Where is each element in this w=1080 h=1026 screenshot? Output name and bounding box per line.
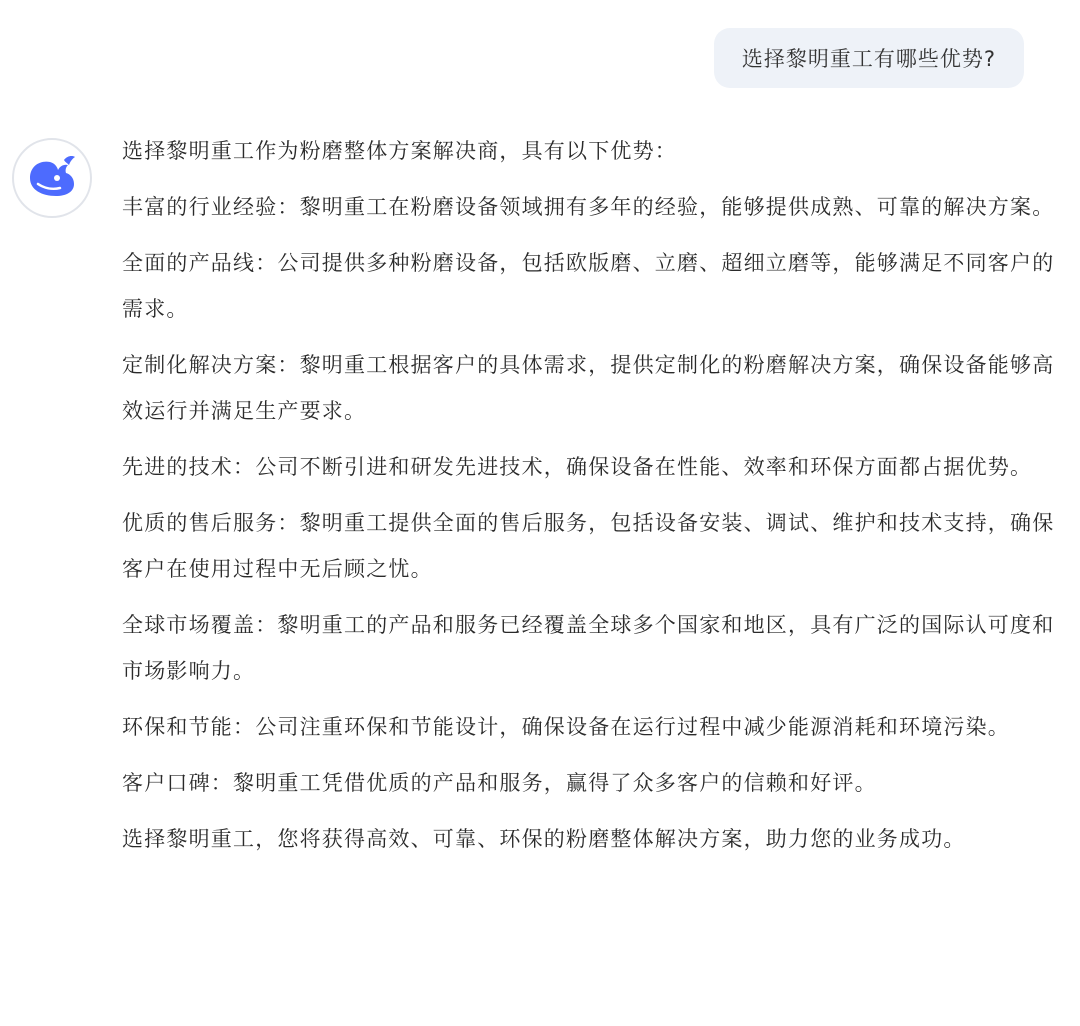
reply-point: 丰富的行业经验：黎明重工在粉磨设备领域拥有多年的经验，能够提供成熟、可靠的解决方案。 xyxy=(122,195,1055,219)
reply-intro: 选择黎明重工作为粉磨整体方案解决商，具有以下优势： xyxy=(122,139,677,163)
assistant-avatar xyxy=(12,138,92,218)
reply-point: 定制化解决方案：黎明重工根据客户的具体需求，提供定制化的粉磨解决方案，确保设备能够高效运行并满足生产要求。 xyxy=(122,353,1055,423)
reply-point: 先进的技术：公司不断引进和研发先进技术，确保设备在性能、效率和环保方面都占据优势。 xyxy=(122,455,1033,479)
whale-icon xyxy=(24,148,80,208)
reply-point: 全球市场覆盖：黎明重工的产品和服务已经覆盖全球多个国家和地区，具有广泛的国际认可度和市场影响力。 xyxy=(122,613,1055,683)
reply-point: 优质的售后服务：黎明重工提供全面的售后服务，包括设备安装、调试、维护和技术支持，确保客户在使用过程中无后顾之忧。 xyxy=(122,511,1055,581)
assistant-reply xyxy=(122,128,1070,862)
reply-conclusion: 选择黎明重工，您将获得高效、可靠、环保的粉磨整体解决方案，助力您的业务成功。 xyxy=(122,827,966,851)
reply-point: 客户口碑：黎明重工凭借优质的产品和服务，赢得了众多客户的信赖和好评。 xyxy=(122,771,877,795)
reply-point: 环保和节能：公司注重环保和节能设计，确保设备在运行过程中减少能源消耗和环境污染。 xyxy=(122,715,1010,739)
user-message-bubble xyxy=(714,28,1024,88)
user-message-text: 选择黎明重工有哪些优势? xyxy=(741,47,996,71)
reply-point: 全面的产品线：公司提供多种粉磨设备，包括欧版磨、立磨、超细立磨等，能够满足不同客户的需求。 xyxy=(122,251,1055,321)
